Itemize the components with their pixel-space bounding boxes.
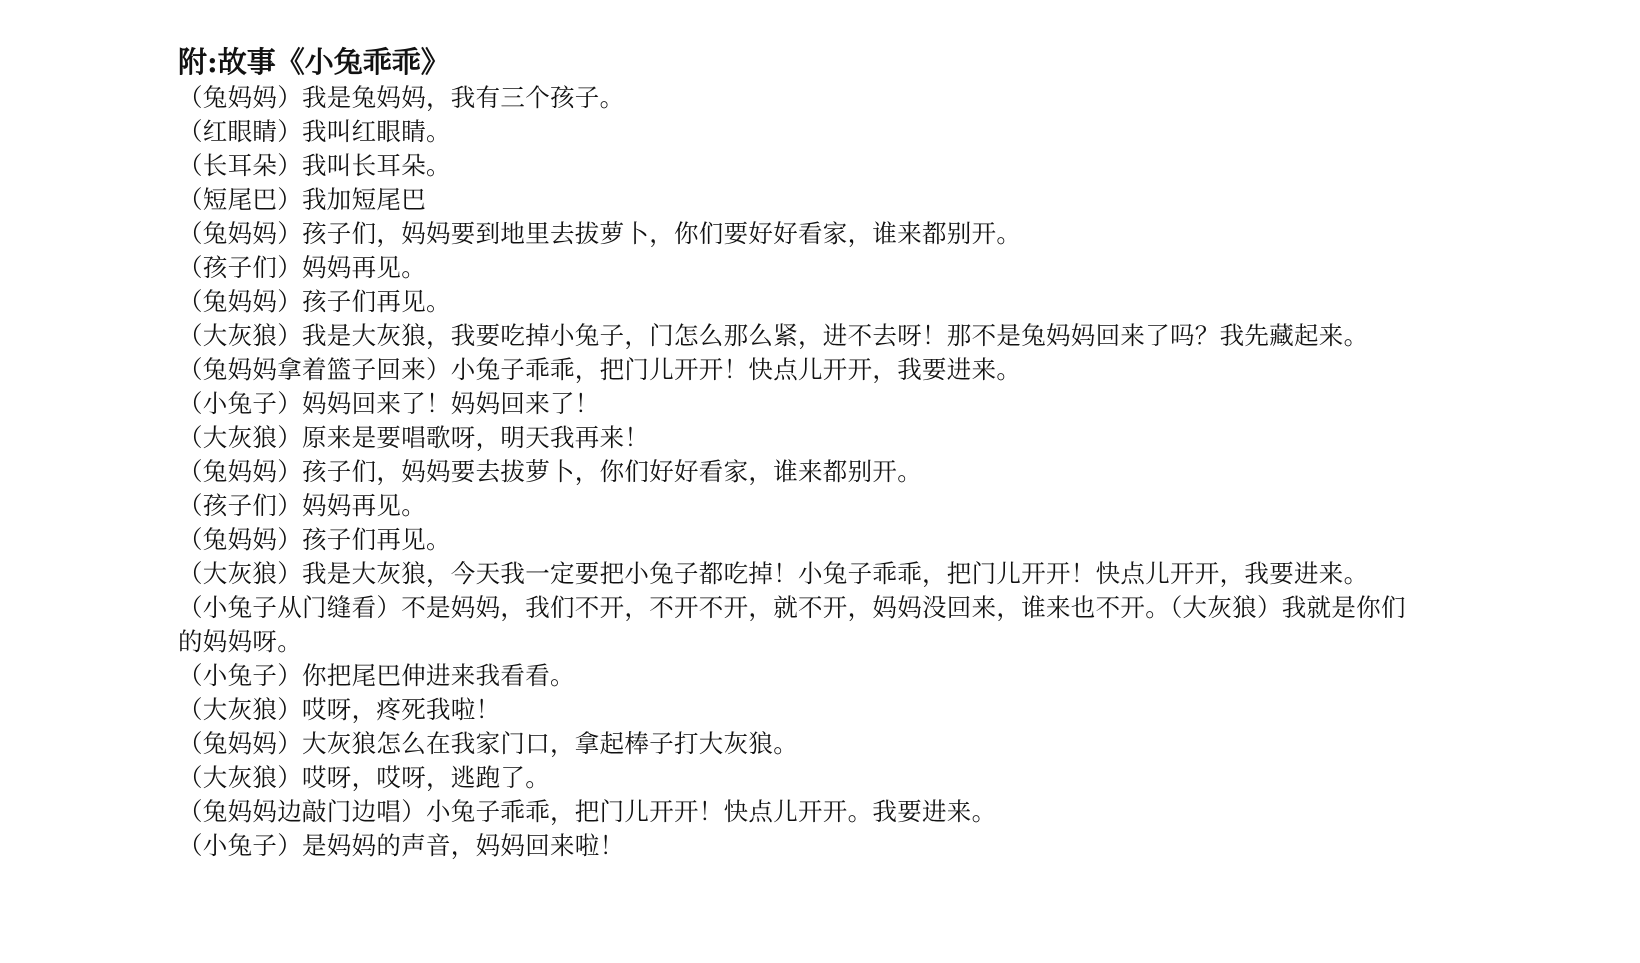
document-page (178, 44, 1408, 863)
story-line: （孩子们）妈妈再见。 (178, 491, 426, 520)
story-line: （大灰狼）我是大灰狼，今天我一定要把小兔子都吃掉！小兔子乖乖，把门儿开开！快点儿开开，我要进来。 (178, 559, 1369, 588)
document-title: 附:故事《小兔乖乖》 (178, 45, 450, 79)
story-line: （大灰狼）哎呀，哎呀，逃跑了。 (178, 763, 550, 792)
story-line: （兔妈妈）孩子们再见。 (178, 287, 451, 316)
story-line: （红眼睛）我叫红眼睛。 (178, 117, 451, 146)
story-line: （兔妈妈）大灰狼怎么在我家门口，拿起棒子打大灰狼。 (178, 729, 798, 758)
story-line: （大灰狼）我是大灰狼，我要吃掉小兔子，门怎么那么紧，进不去呀！那不是兔妈妈回来了吗？我先藏起来。 (178, 321, 1369, 350)
story-line: （兔妈妈）我是兔妈妈，我有三个孩子。 (178, 83, 625, 112)
story-line: （兔妈妈）孩子们再见。 (178, 525, 451, 554)
story-line: （大灰狼）哎呀，疼死我啦！ (178, 695, 501, 724)
story-line: （小兔子）妈妈回来了！妈妈回来了！ (178, 389, 600, 418)
story-line: （兔妈妈拿着篮子回来）小兔子乖乖，把门儿开开！快点儿开开，我要进来。 (178, 355, 1022, 384)
story-line: （大灰狼）原来是要唱歌呀，明天我再来！ (178, 423, 650, 452)
story-line: （小兔子）你把尾巴伸进来我看看。 (178, 661, 575, 690)
story-line: （兔妈妈）孩子们，妈妈要去拔萝卜，你们好好看家，谁来都别开。 (178, 457, 922, 486)
story-text (178, 81, 1408, 863)
story-line: （兔妈妈边敲门边唱）小兔子乖乖，把门儿开开！快点儿开开。我要进来。 (178, 797, 997, 826)
story-line: （长耳朵）我叫长耳朵。 (178, 151, 451, 180)
story-line: （小兔子）是妈妈的声音，妈妈回来啦！ (178, 831, 625, 860)
story-line: （兔妈妈）孩子们，妈妈要到地里去拔萝卜，你们要好好看家，谁来都别开。 (178, 219, 1022, 248)
story-line: （孩子们）妈妈再见。 (178, 253, 426, 282)
story-line: （短尾巴）我加短尾巴 (178, 185, 426, 214)
story-line: （小兔子从门缝看）不是妈妈，我们不开，不开不开，就不开，妈妈没回来，谁来也不开。（大灰狼）我就是你们的妈妈呀。 (178, 593, 1406, 656)
